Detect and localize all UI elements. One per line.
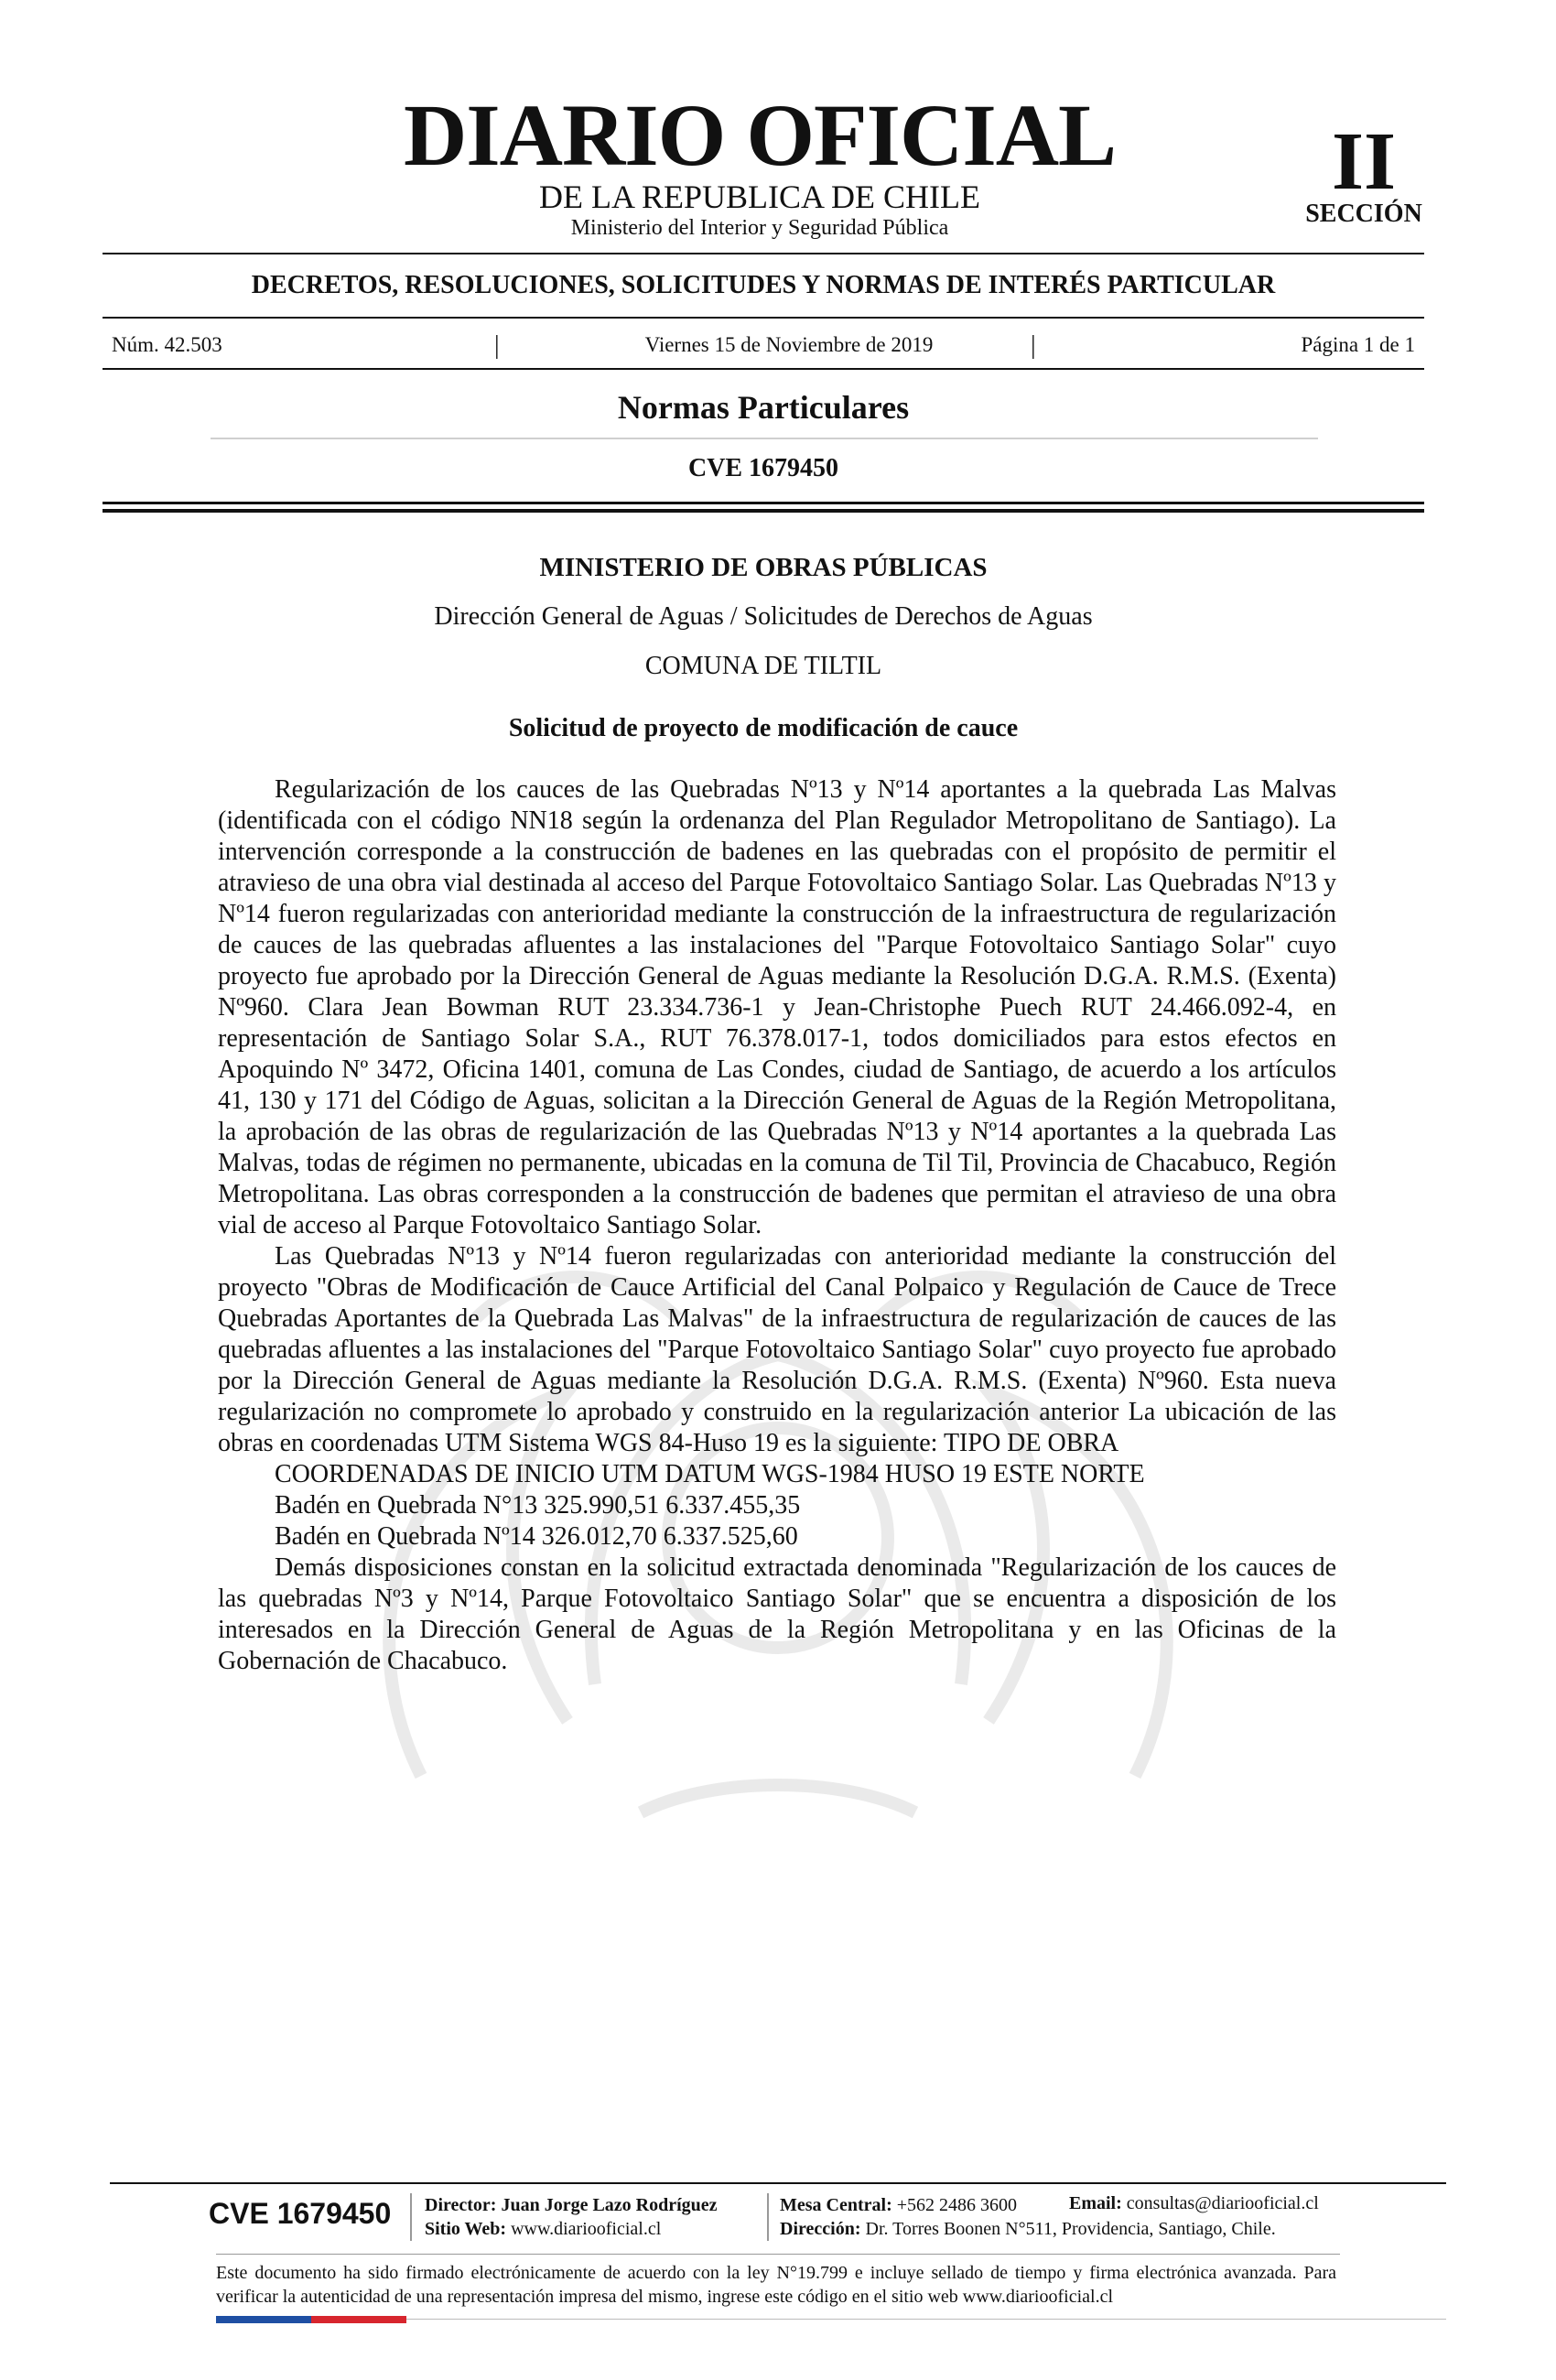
section-title: Normas Particulares [617,389,910,426]
rule-thick-1 [103,502,1424,504]
director-value: Juan Jorge Lazo Rodríguez [501,2195,718,2215]
email-link[interactable]: consultas@diariooficial.cl [1126,2193,1319,2213]
flag-stripe-red [311,2316,406,2323]
masthead-subtitle: DE LA REPUBLICA DE CHILE [539,178,980,215]
page-count: Página 1 de 1 [1301,333,1415,356]
masthead-ministry: Ministerio del Interior y Seguridad Pública [570,216,949,240]
comuna-heading: COMUNA DE TILTIL [644,652,882,680]
ministry-heading: MINISTERIO DE OBRAS PÚBLICAS [539,553,988,582]
body-paragraph: Badén en Quebrada N°13 325.990,51 6.337.455,35 [275,1491,801,1520]
meta-separator: | [494,331,500,360]
rule-thick-2 [103,509,1424,513]
rule-banner-bottom [103,317,1424,319]
body-paragraph: Las Quebradas Nº13 y Nº14 fueron regularizadas con anterioridad mediante la construcción del proyecto "Obras de Modificación de Cauce Artificial del Canal Polpaico y Regulación de Cauce de Trece Quebradas Aportantes de la Quebrada Las Malvas" de la infraestructura de regularización de cauces de las quebradas afluentes a las instalaciones del "Parque Fotovoltaico Santiago Solar" cuyo proyecto fue aprobado por la Dirección General de Aguas mediante la Resolución D.G.A. R.M.S. (Exenta) Nº960. Esta nueva regularización no compromete lo aprobado y construido en la regularización anterior La ubicación de las obras en coordenadas UTM Sistema WGS 84-Huso 19 es la siguiente: TIPO DE OBRA [218,1242,1336,1457]
banner-heading: DECRETOS, RESOLUCIONES, SOLICITUDES Y NORMAS DE INTERÉS PARTICULAR [251,271,1276,299]
director-label: Director: [425,2195,497,2215]
web-label: Sitio Web: [425,2219,507,2239]
direccion-heading: Dirección General de Aguas / Solicitudes de Derechos de Aguas [434,602,1093,631]
footer-legal-note: Este documento ha sido firmado electrónicamente de acuerdo con la ley N°19.799 e incluye sellado de tiempo y firma electrónica avanzada. Para verificar la autenticidad de una representación impresa del mismo, ingrese este código en el sitio web www.diariooficial.cl [216,2263,1336,2307]
body-paragraph: COORDENADAS DE INICIO UTM DATUM WGS-1984 HUSO 19 ESTE NORTE [275,1460,1145,1488]
body-paragraph: Demás disposiciones constan en la solicitud extractada denominada "Regularización de los cauces de las quebradas Nº3 y Nº14, Parque Fotovoltaico Santiago Solar" que se encuentra a disposición de los interesados en la Dirección General de Aguas de la Región Metropolitana y en las Oficinas de la Gobernación de Chacabuco. [218,1553,1336,1675]
footer-cve-code: CVE 1679450 [209,2197,392,2230]
document-body [218,774,1336,1677]
issue-date: Viernes 15 de Noviembre de 2019 [644,333,934,356]
footer-divider [216,2254,1340,2255]
footer-separator [767,2193,769,2241]
footer-email-block [1069,2193,1319,2214]
section-word: SECCIÓN [1305,200,1422,228]
issue-number: Núm. 42.503 [112,333,222,356]
direccion-label: Dirección: [780,2219,861,2239]
email-label: Email: [1069,2193,1122,2213]
section-numeral: II [1331,116,1397,207]
body-paragraph: Regularización de los cauces de las Quebradas Nº13 y Nº14 aportantes a la quebrada Las Malvas (identificada con el código NN18 según la ordenanza del Plan Regulador Metropolitano de Santiago). La intervención corresponde a la construcción de badenes en las quebradas con el propósito de permitir el atravieso de una obra vial destinada al acceso del Parque Fotovoltaico Santiago Solar. Las Quebradas Nº13 y Nº14 fueron regularizadas con anterioridad mediante la construcción de la infraestructura de regularización de cauces de las quebradas afluentes a las instalaciones del "Parque Fotovoltaico Santiago Solar" cuyo proyecto fue aprobado por la Dirección General de Aguas mediante la Resolución D.G.A. R.M.S. (Exenta) Nº960. Clara Jean Bowman RUT 23.334.736-1 y Jean-Christophe Puech RUT 24.466.092-4, en representación de Santiago Solar S.A., RUT 76.378.017-1, todos domiciliados para estos efectos en Apoquindo Nº 3472, Oficina 1401, comuna de Las Condes, ciudad de Santiago, de acuerdo a los artículos 41, 130 y 171 del Código de Aguas, solicitan a la Dirección General de Aguas de la Región Metropolitana, la aprobación de las obras de regularización de las Quebradas Nº13 y Nº14 aportantes a la quebrada Las Malvas, todas de régimen no permanente, ubicadas en la comuna de Til Til, Provincia de Chacabuco, Región Metropolitana. Las obras corresponden a la construcción de badenes que permitan el atravieso de una obra vial de acceso al Parque Fotovoltaico Santiago Solar. [218,775,1336,1239]
cve-code: CVE 1679450 [687,454,839,482]
rule-top [103,253,1424,254]
web-link[interactable]: www.diariooficial.cl [511,2219,662,2239]
footer-separator [410,2193,412,2241]
divider [211,438,1318,439]
footer-bottom-rule [406,2319,1446,2320]
body-paragraph: Badén en Quebrada Nº14 326.012,70 6.337.525,60 [275,1522,798,1551]
flag-stripe-blue [216,2316,311,2323]
solicitud-title: Solicitud de proyecto de modificación de cauce [508,714,1019,742]
footer-director-block [425,2193,718,2241]
mesa-value: +562 2486 3600 [896,2195,1018,2215]
rule-meta-bottom [103,368,1424,370]
footer-rule [110,2182,1446,2184]
masthead-title: DIARIO OFICIAL [403,86,1117,184]
mesa-label: Mesa Central: [780,2195,892,2215]
direccion-value: Dr. Torres Boonen N°511, Providencia, Santiago, Chile. [865,2219,1276,2239]
meta-separator: | [1031,331,1036,360]
